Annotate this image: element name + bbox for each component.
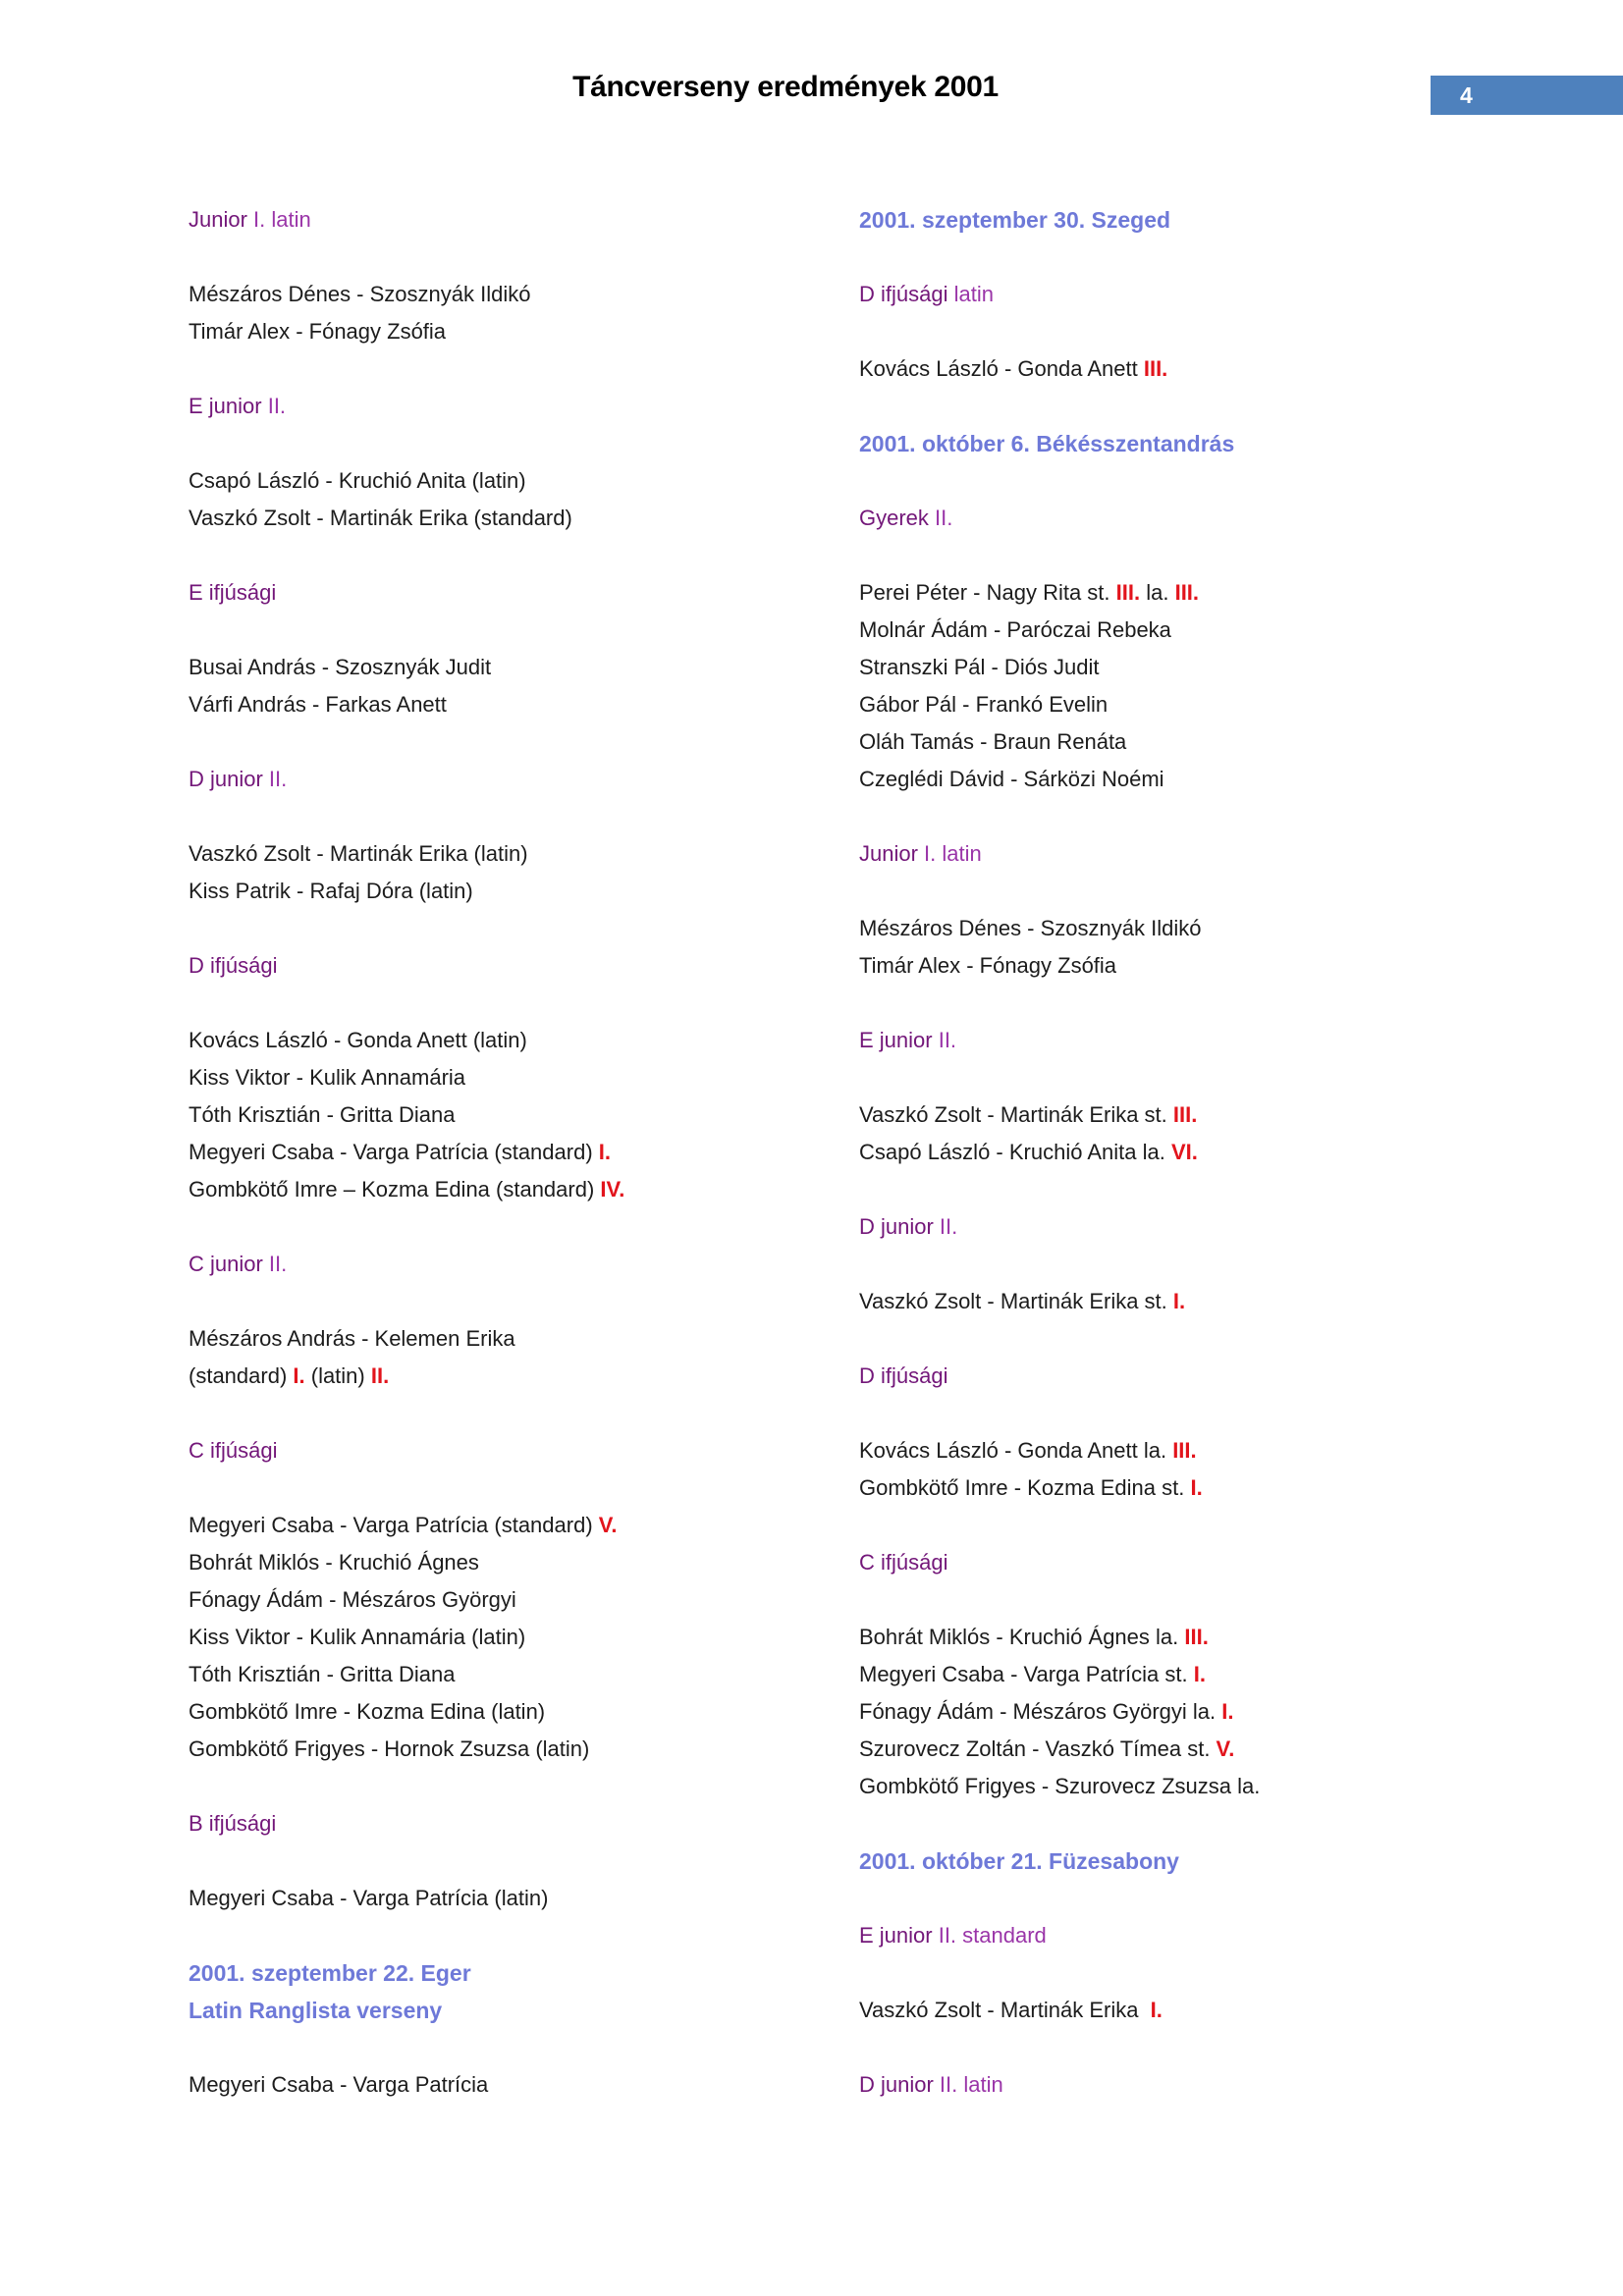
section-heading [189,1432,841,1469]
couple-names: Molnár Ádám - Paróczai Rebeka [859,617,1171,642]
couple-line [189,1096,841,1134]
section-heading [189,1246,841,1283]
couple-names: Kiss Viktor - Kulik Annamária [189,1065,466,1090]
couple-line [189,1171,841,1208]
section-heading-text: D junior [189,767,263,791]
couple-names: Kiss Viktor - Kulik Annamária (latin) [189,1625,526,1649]
couples-block [859,1992,1576,2029]
section-heading-text: D junior [859,2072,934,2097]
section-heading-text: D ifjúsági [859,282,948,306]
result-rank: I. [1193,1662,1206,1686]
couple-names: Gombkötő Frigyes - Hornok Zsuzsa (latin) [189,1736,590,1761]
result-rank: III. [1143,356,1168,381]
couples-block [859,574,1576,798]
couple-line [189,1619,841,1656]
couple-names: Vaszkó Zsolt - Martinák Erika st. [859,1289,1173,1313]
section-heading-text: I. latin [917,841,982,866]
couple-names: Gombkötő Imre - Kozma Edina st. [859,1475,1191,1500]
couple-line [189,2066,841,2104]
couple-names: Vaszkó Zsolt - Martinák Erika (standard) [189,506,572,530]
couple-line [859,649,1576,686]
couple-names: Tóth Krisztián - Gritta Diana [189,1102,456,1127]
section-heading [189,574,841,612]
couple-names: Szurovecz Zoltán - Vaszkó Tímea st. [859,1736,1217,1761]
couple-line [189,1731,841,1768]
couple-line [189,500,841,537]
couple-line [189,1880,841,1917]
couple-line [859,1768,1576,1805]
section-heading-text: E junior [189,394,262,418]
couples-block [189,1022,841,1208]
couple-names: Timár Alex - Fónagy Zsófia [189,319,447,344]
result-rank: VI. [1170,1140,1198,1164]
couple-line [189,835,841,873]
couple-names: Megyeri Csaba - Varga Patrícia [189,2072,489,2097]
couples-block [189,276,841,350]
result-rank: III. [1115,580,1141,605]
couple-names: (latin) [304,1363,371,1388]
section-heading-text: II. [262,767,288,791]
section-heading-text: latin [947,282,994,306]
couples-block [859,910,1576,985]
section-heading [859,1022,1576,1059]
couple-line [859,686,1576,723]
couple-names: Vaszkó Zsolt - Martinák Erika (latin) [189,841,528,866]
couples-block [859,1619,1576,1805]
couple-line [189,1581,841,1619]
result-rank: I. [1221,1699,1234,1724]
couple-names: Bohrát Miklós - Kruchió Ágnes [189,1550,479,1575]
section-heading [189,201,841,239]
couple-names: Fónagy Ádám - Mészáros Györgyi la. [859,1699,1222,1724]
couple-line [189,313,841,350]
section-heading [189,947,841,985]
couple-line [859,1693,1576,1731]
section-heading-text: II. [933,1214,958,1239]
couple-names: Gombkötő Imre – Kozma Edina (standard) [189,1177,601,1201]
section-heading-text: II. standard [932,1923,1047,1948]
couple-names: Bohrát Miklós - Kruchió Ágnes la. [859,1625,1185,1649]
event-heading-line: 2001. szeptember 30. Szeged [859,207,1171,233]
section-heading-text: I. latin [246,207,311,232]
couple-names: Kiss Patrik - Rafaj Dóra (latin) [189,879,473,903]
couple-names: Gombkötő Frigyes - Szurovecz Zsuzsa la. [859,1774,1261,1798]
couple-line [189,686,841,723]
couple-names: Czeglédi Dávid - Sárközi Noémi [859,767,1164,791]
result-rank: I. [1150,1998,1163,2022]
section-heading-text: D ifjúsági [189,953,278,978]
couple-line [859,1432,1576,1469]
couple-names: Csapó László - Kruchió Anita la. [859,1140,1171,1164]
couple-line [859,1656,1576,1693]
couple-line [189,276,841,313]
couple-line [859,723,1576,761]
couples-block [859,350,1576,388]
result-rank: III. [1172,1438,1197,1463]
result-rank: I. [598,1140,611,1164]
page-number-badge: 4 [1431,76,1623,115]
couple-line [859,761,1576,798]
couples-block [189,1507,841,1768]
section-heading-text: Junior [859,841,918,866]
couple-line [189,1022,841,1059]
section-heading [859,1208,1576,1246]
couple-names: Vaszkó Zsolt - Martinák Erika [859,1998,1151,2022]
section-heading-text: B ifjúsági [189,1811,277,1836]
couple-names: Megyeri Csaba - Varga Patrícia (latin) [189,1886,549,1910]
event-heading-line: 2001. október 21. Füzesabony [859,1848,1179,1874]
section-heading [189,761,841,798]
couple-line [189,1693,841,1731]
couple-names: Mészáros Dénes - Szosznyák Ildikó [859,916,1202,940]
couples-block [859,1096,1576,1171]
section-heading [859,2066,1576,2104]
couple-line [189,649,841,686]
section-heading [859,1544,1576,1581]
couple-line [189,1544,841,1581]
couple-names: Kovács László - Gonda Anett (latin) [189,1028,527,1052]
couples-block [189,1320,841,1395]
result-rank: II. [370,1363,390,1388]
couple-line [859,1992,1576,2029]
event-heading-line: 2001. október 6. Békésszentandrás [859,431,1235,456]
section-heading-text: D junior [859,1214,934,1239]
section-heading [859,1358,1576,1395]
event-heading [859,201,1576,239]
couple-names: Vaszkó Zsolt - Martinák Erika st. [859,1102,1173,1127]
result-rank: I. [1172,1289,1186,1313]
result-rank: V. [598,1513,618,1537]
page-title: Táncverseny eredmények 2001 [572,71,999,103]
section-heading [859,835,1576,873]
couple-line [859,612,1576,649]
couple-names: Fónagy Ádám - Mészáros Györgyi [189,1587,516,1612]
section-heading-text: II. [928,506,953,530]
couple-names: Perei Péter - Nagy Rita st. [859,580,1116,605]
couple-names: (standard) [189,1363,294,1388]
section-heading-text: II. latin [933,2072,1003,2097]
couples-block [189,1880,841,1917]
couples-block [859,1283,1576,1320]
results-column-right [859,201,1576,2141]
section-heading-text: C ifjúsági [189,1438,278,1463]
couple-names: Várfi András - Farkas Anett [189,692,447,717]
couple-line [189,1656,841,1693]
section-heading-text: C ifjúsági [859,1550,948,1575]
couple-names: Megyeri Csaba - Varga Patrícia (standard) [189,1513,599,1537]
couple-line [859,1469,1576,1507]
result-rank: I. [1190,1475,1203,1500]
section-heading-text: II. [262,1252,288,1276]
couple-line [189,1358,841,1395]
section-heading-text: E junior [859,1028,933,1052]
result-rank: III. [1174,580,1200,605]
event-heading-line: Latin Ranglista verseny [189,1998,443,2023]
couple-names: Mészáros Dénes - Szosznyák Ildikó [189,282,531,306]
section-heading-text: D ifjúsági [859,1363,948,1388]
couple-names: Stranszki Pál - Diós Judit [859,655,1100,679]
couple-line [859,1731,1576,1768]
result-rank: V. [1216,1736,1235,1761]
couple-line [189,873,841,910]
result-rank: III. [1172,1102,1198,1127]
couple-line [859,1096,1576,1134]
event-heading [859,425,1576,462]
couple-line [859,1134,1576,1171]
couple-line [859,947,1576,985]
couple-names: la. [1140,580,1175,605]
section-heading-text: E ifjúsági [189,580,277,605]
result-rank: IV. [600,1177,625,1201]
section-heading-text: Gyerek [859,506,929,530]
couple-line [859,1619,1576,1656]
section-heading-text: C junior [189,1252,263,1276]
section-heading-text: Junior [189,207,247,232]
couple-names: Oláh Tamás - Braun Renáta [859,729,1127,754]
result-rank: III. [1184,1625,1209,1649]
couple-line [189,1507,841,1544]
event-heading [859,1842,1576,1880]
section-heading [859,1917,1576,1954]
couple-line [859,910,1576,947]
couple-names: Gombkötő Imre - Kozma Edina (latin) [189,1699,546,1724]
section-heading [859,276,1576,313]
couple-names: Kovács László - Gonda Anett la. [859,1438,1173,1463]
couple-line [189,1134,841,1171]
couple-names: Megyeri Csaba - Varga Patrícia (standard) [189,1140,599,1164]
couple-names: Csapó László - Kruchió Anita (latin) [189,468,526,493]
section-heading [189,1805,841,1842]
couple-line [189,462,841,500]
couples-block [189,649,841,723]
couples-block [189,462,841,537]
event-heading-line: 2001. szeptember 22. Eger [189,1960,471,1986]
section-heading [859,500,1576,537]
couple-names: Gábor Pál - Frankó Evelin [859,692,1109,717]
couples-block [189,2066,841,2104]
section-heading-text: II. [261,394,287,418]
couple-names: Timár Alex - Fónagy Zsófia [859,953,1117,978]
couple-line [189,1320,841,1358]
couple-names: Busai András - Szosznyák Judit [189,655,492,679]
couple-names: Megyeri Csaba - Varga Patrícia st. [859,1662,1194,1686]
section-heading [189,388,841,425]
section-heading-text: E junior [859,1923,933,1948]
result-rank: I. [293,1363,305,1388]
results-column-left [189,201,841,2141]
couple-line [859,574,1576,612]
couple-line [189,1059,841,1096]
section-heading-text: II. [932,1028,957,1052]
couple-names: Mészáros András - Kelemen Erika [189,1326,515,1351]
event-heading [189,1954,841,2029]
couple-names: Kovács László - Gonda Anett [859,356,1144,381]
couple-names: Tóth Krisztián - Gritta Diana [189,1662,456,1686]
couples-block [189,835,841,910]
couples-block [859,1432,1576,1507]
couple-line [859,1283,1576,1320]
couple-line [859,350,1576,388]
